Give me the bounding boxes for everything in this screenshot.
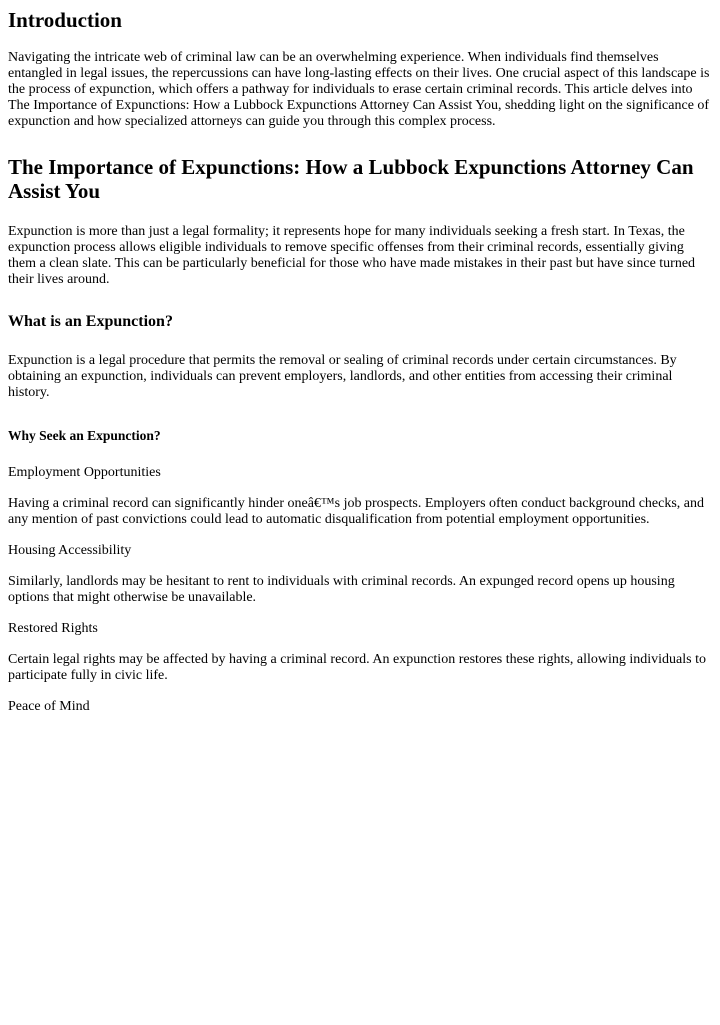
employment-label: Employment Opportunities [8,465,161,480]
rights-label: Restored Rights [8,621,98,636]
what-is-paragraph: Expunction is a legal procedure that permits the removal or sealing of criminal records under certain circumstances. By obtaining an expunction, individuals can prevent employers, landlords, and other entities from accessing their criminal history. [8,353,677,400]
what-is-heading: What is an Expunction? [8,313,173,330]
housing-label: Housing Accessibility [8,543,132,558]
intro-paragraph: Navigating the intricate web of criminal law can be an overwhelming experience. When individuals find themselves entangled in legal issues, the repercussions can have long-lasting effects on their lives. One crucial aspect of this landscape is the process of expunction, which offers a pathway for individuals to erase certain criminal records. This article delves into The Importance of Expunctions: How a Lubbock Expunctions Attorney Can Assist You, shedding light on the significance of expunction and how specialized attorneys can guide you through this complex process. [8,50,710,129]
why-seek-heading: Why Seek an Expunction? [8,428,161,443]
peace-of-mind-label: Peace of Mind [8,699,90,714]
importance-paragraph: Expunction is more than just a legal formality; it represents hope for many individuals seeking a fresh start. In Texas, the expunction process allows eligible individuals to remove specific offenses from their criminal records, essentially giving them a clean slate. This can be particularly beneficial for those who have made mistakes in their past but have since turned their lives around. [8,224,696,287]
employment-text: Having a criminal record can significantly hinder oneâ€™s job prospects. Employers often conduct background checks, and any mention of past convictions could lead to automatic disqualification from potential employment opportunities. [8,496,705,527]
document-page [0,8,712,715]
rights-text: Certain legal rights may be affected by having a criminal record. An expunction restores these rights, allowing individuals to participate fully in civic life. [8,652,706,683]
intro-heading: Introduction [8,8,122,32]
housing-text: Similarly, landlords may be hesitant to rent to individuals with criminal records. An expunged record opens up housing options that might otherwise be unavailable. [8,574,675,605]
importance-heading: The Importance of Expunctions: How a Lubbock Expunctions Attorney Can Assist You [8,155,694,203]
